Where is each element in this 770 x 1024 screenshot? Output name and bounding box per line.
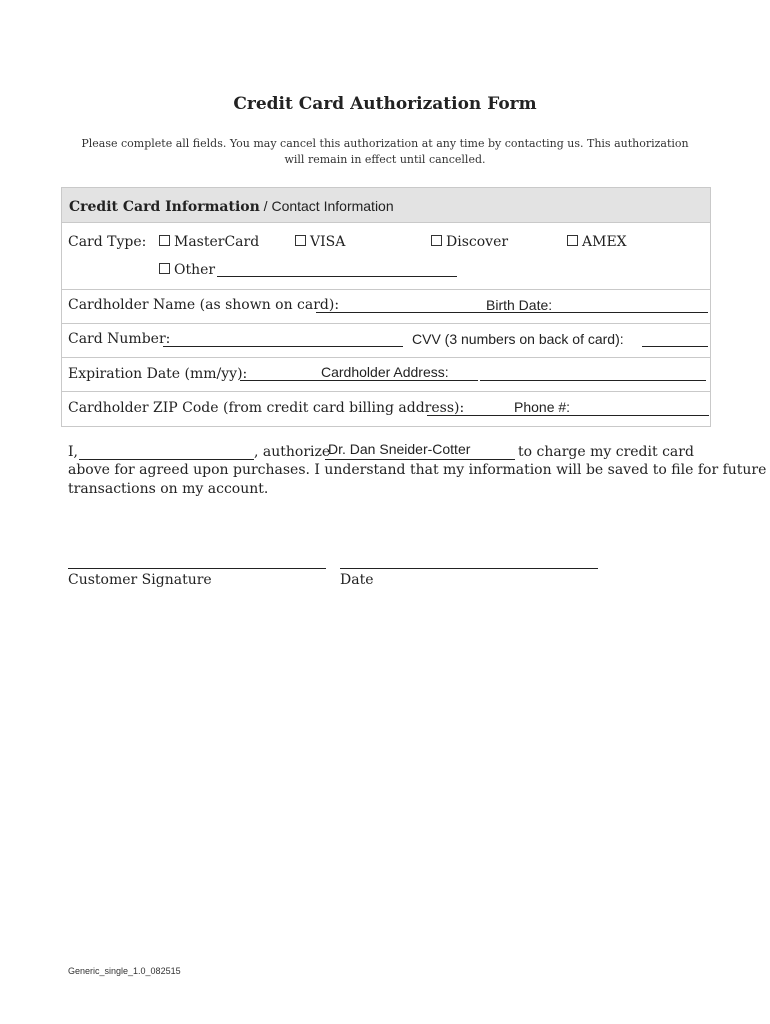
auth-suffix: to charge my credit card — [518, 444, 694, 460]
birth-date-label: Birth Date: — [486, 297, 553, 313]
form-title: Credit Card Authorization Form — [233, 94, 537, 114]
option-amex[interactable]: AMEX — [567, 234, 627, 250]
card-number-label: Card Number: — [68, 331, 171, 347]
customer-signature-label: Customer Signature — [68, 572, 212, 588]
option-visa[interactable]: VISA — [295, 234, 345, 250]
expiration-field[interactable] — [240, 380, 478, 381]
zip-label: Cardholder ZIP Code (from credit card billing address): — [68, 400, 465, 416]
option-discover[interactable]: Discover — [431, 234, 508, 250]
zip-field[interactable] — [427, 415, 709, 416]
customer-name-field[interactable] — [79, 459, 254, 460]
cvv-label: CVV (3 numbers on back of card): — [412, 331, 624, 347]
section-header — [62, 188, 710, 223]
checkbox-icon[interactable] — [567, 235, 578, 246]
card-info-section — [61, 187, 711, 427]
date-label: Date — [340, 572, 374, 588]
checkbox-icon[interactable] — [159, 235, 170, 246]
section-heading-bold: Credit Card Information — [69, 199, 260, 215]
signature-line[interactable] — [68, 568, 326, 569]
row-divider — [62, 289, 710, 290]
auth-line-2: above for agreed upon purchases. I understand that my information will be saved to file for future — [68, 462, 767, 478]
section-heading-sep: / — [259, 198, 272, 214]
address-label: Cardholder Address: — [321, 364, 449, 380]
date-line[interactable] — [340, 568, 598, 569]
row-divider — [62, 391, 710, 392]
cardholder-name-label: Cardholder Name (as shown on card): — [68, 297, 340, 313]
other-field[interactable] — [217, 276, 457, 277]
auth-line-3: transactions on my account. — [68, 481, 269, 497]
row-divider — [62, 323, 710, 324]
option-mastercard[interactable]: MasterCard — [159, 234, 259, 250]
cvv-field[interactable] — [642, 346, 708, 347]
card-number-field[interactable] — [163, 346, 403, 347]
section-heading — [69, 198, 394, 215]
row-divider — [62, 357, 710, 358]
address-field[interactable] — [480, 380, 706, 381]
phone-label: Phone #: — [514, 399, 571, 415]
auth-prefix: I, — [68, 444, 78, 460]
checkbox-icon[interactable] — [159, 263, 170, 274]
option-other[interactable]: Other — [159, 262, 215, 278]
expiration-label: Expiration Date (mm/yy): — [68, 366, 248, 382]
auth-authorize: , authorize — [254, 444, 331, 460]
card-type-label: Card Type: — [68, 234, 147, 250]
section-heading-rest: Contact Information — [271, 198, 394, 214]
checkbox-icon[interactable] — [295, 235, 306, 246]
document-code: Generic_single_1.0_082515 — [68, 966, 181, 976]
payee-field — [325, 459, 515, 460]
payee-name: Dr. Dan Sneider-Cotter — [328, 441, 471, 457]
checkbox-icon[interactable] — [431, 235, 442, 246]
intro-text: Please complete all fields. You may cancel this authorization at any time by contacting us. This authorization will remain in effect until cancelled. — [81, 137, 689, 166]
